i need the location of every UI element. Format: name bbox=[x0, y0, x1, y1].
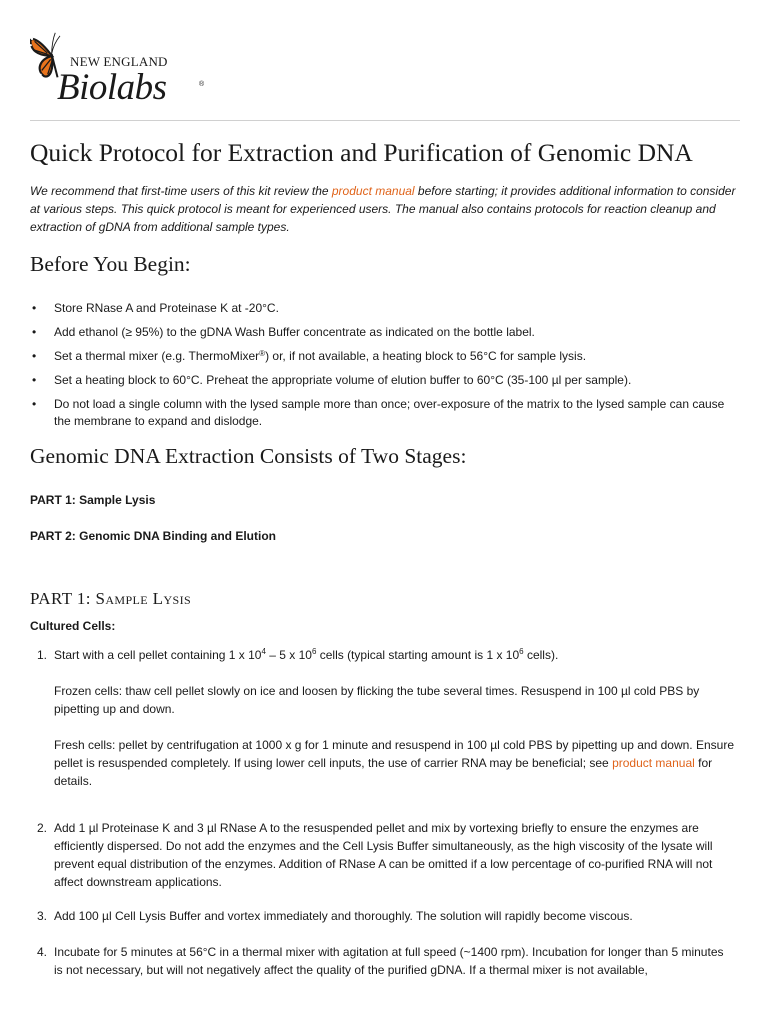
step-text: Add 1 µl Proteinase K and 3 µl RNase A to the resuspended pellet and mix by vortexing briefly to ensure the enzymes are efficiently dispersed. Do not add the enzymes and the Cell Lysis Buffer simultaneously, as the high viscosity of the lysate will prevent equal distribution of the enzymes. Addition of RNase A can be omitted if a low percentage of co-purified RNA will not affect downstream applications. bbox=[54, 821, 713, 889]
bullet-marker: • bbox=[32, 349, 37, 363]
step-number: 2. bbox=[37, 821, 48, 835]
part2-label: PART 2: Genomic DNA Binding and Elution bbox=[30, 529, 276, 543]
list-item bbox=[30, 348, 740, 365]
list-item-text: Set a heating block to 60°C. Preheat the appropriate volume of elution buffer to 60°C (35-100 µl per sample). bbox=[54, 373, 632, 387]
list-item bbox=[30, 324, 740, 341]
bullet-marker: • bbox=[32, 325, 37, 339]
step-number: 3. bbox=[37, 909, 48, 923]
cultured-cells-subheading: Cultured Cells: bbox=[30, 619, 116, 633]
page-title: Quick Protocol for Extraction and Purification of Genomic DNA bbox=[30, 138, 693, 167]
bullet-marker: • bbox=[32, 301, 37, 315]
registered-mark: ® bbox=[259, 349, 266, 358]
intro-paragraph bbox=[30, 182, 736, 236]
intro-text-start: We recommend that first-time users of this kit review the bbox=[30, 184, 332, 198]
logo-registered-mark: ® bbox=[199, 81, 205, 88]
logo-line-new-england: NEW ENGLAND bbox=[70, 54, 168, 69]
frozen-cells-paragraph: Frozen cells: thaw cell pellet slowly on ice and loosen by flicking the tube several times. Resuspend in 100 µl cold PBS by pipetting up and down. bbox=[54, 684, 700, 716]
list-item-text: Do not load a single column with the lysed sample more than once; over-exposure of the matrix to the lysed sample can cause the membrane to expand and dislodge. bbox=[54, 397, 725, 428]
bullet-marker: • bbox=[32, 397, 37, 411]
list-item-text: Set a thermal mixer (e.g. ThermoMixer bbox=[54, 349, 260, 363]
sample-lysis-heading: PART 1: Sample Lysis bbox=[30, 589, 192, 608]
step-text: Incubate for 5 minutes at 56°C in a thermal mixer with agitation at full speed (~1400 rpm). Incubation for longer than 5 minutes is not necessary, but will not negatively affect the quality of the purified gDNA. If a thermal mixer is not available, bbox=[54, 945, 724, 977]
list-item bbox=[30, 396, 740, 430]
product-manual-link[interactable]: product manual bbox=[331, 184, 415, 198]
before-you-begin-heading: Before You Begin: bbox=[30, 252, 191, 276]
step-number: 4. bbox=[37, 945, 48, 959]
neb-logo[interactable] bbox=[30, 26, 230, 106]
intro-text-end: before starting; it provides additional information to consider at various steps. This quick protocol is meant for experienced users. The manual also contains protocols for reaction cleanup and extraction of gDNA from additional sample types. bbox=[30, 184, 736, 234]
list-item-text: ) or, if not available, a heating block to 56°C for sample lysis. bbox=[265, 349, 587, 363]
logo-line-biolabs: Biolabs bbox=[57, 67, 167, 108]
list-item-text: Add ethanol (≥ 95%) to the gDNA Wash Buffer concentrate as indicated on the bottle label. bbox=[54, 325, 535, 339]
step-number: 1. bbox=[37, 648, 48, 662]
list-item-text: Store RNase A and Proteinase K at -20°C. bbox=[54, 301, 279, 315]
step-text: Add 100 µl Cell Lysis Buffer and vortex immediately and thoroughly. The solution will rapidly become viscous. bbox=[54, 909, 633, 923]
step-text: Start with a cell pellet containing 1 x $10^4 - 5$ x $10^6$ cells (typical starting amount is 1 x $10^6$ cells). bbox=[54, 647, 559, 662]
before-you-begin-list bbox=[30, 300, 740, 437]
product-manual-link-2[interactable]: product manual bbox=[612, 756, 695, 770]
extraction-stages-heading: Genomic DNA Extraction Consists of Two Stages: bbox=[30, 444, 467, 468]
header-divider bbox=[30, 120, 740, 121]
fresh-cells-paragraph: Fresh cells: pellet by centrifugation at 1000 x g for 1 minute and resuspend in 100 µl cold PBS by pipetting up and down. Ensure pellet is resuspended completely. If using lower cell inputs, the use of carrier RNA may be beneficial; see product manual for details. bbox=[54, 738, 734, 788]
list-item bbox=[30, 300, 740, 317]
list-item bbox=[30, 372, 740, 389]
part1-label: PART 1: Sample Lysis bbox=[30, 493, 156, 507]
bullet-marker: • bbox=[32, 373, 37, 387]
